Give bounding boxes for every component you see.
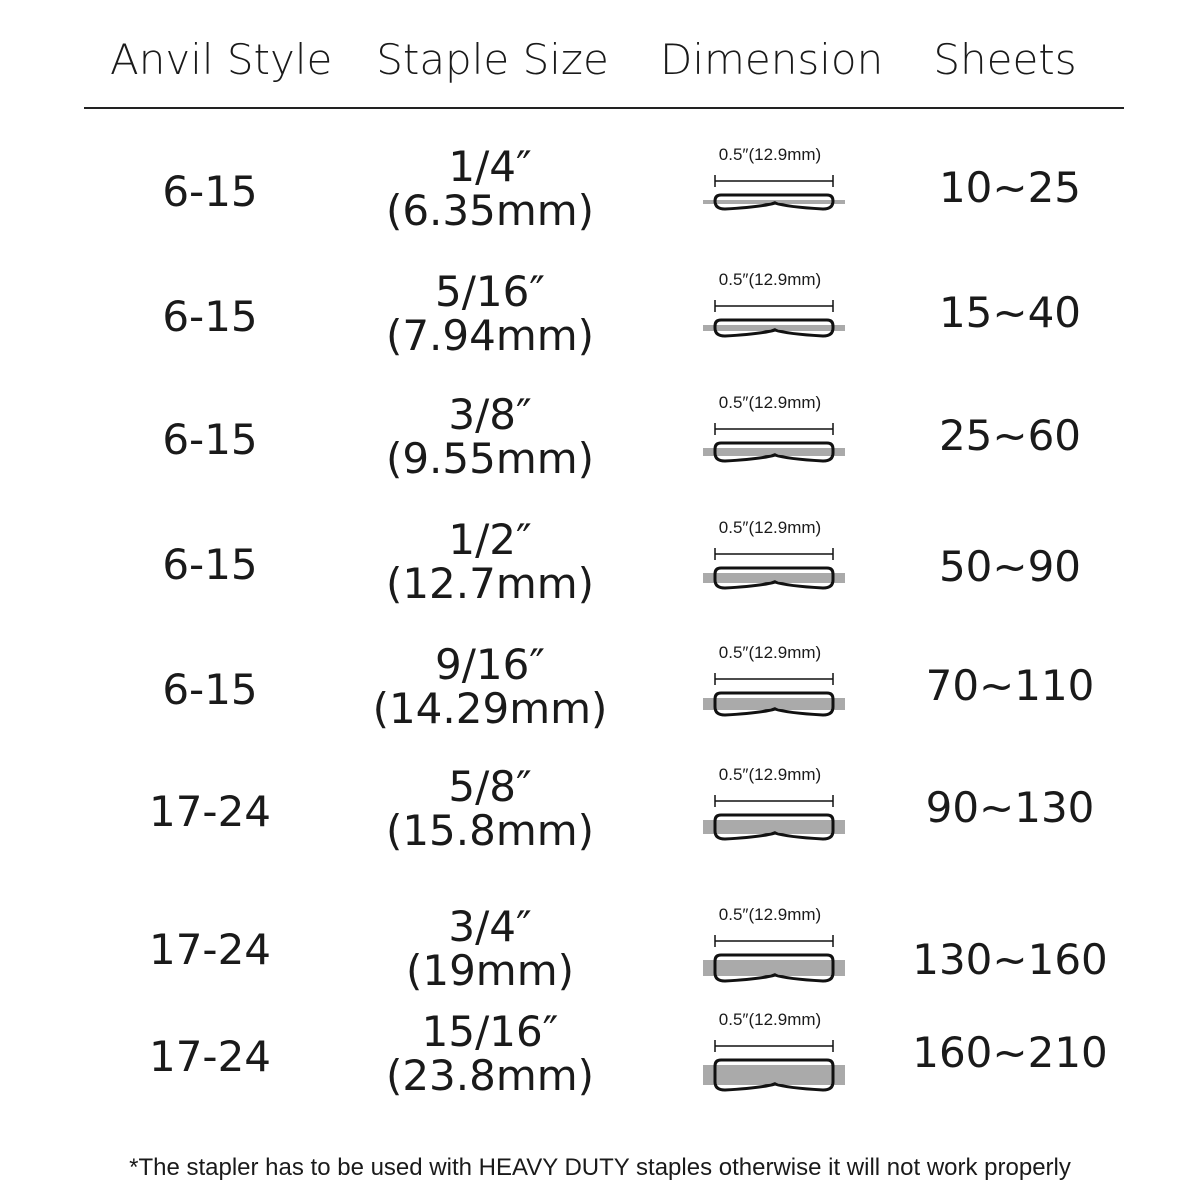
table-row [0,515,1200,638]
staple-size-mm: (14.29mm) [372,684,608,733]
staple-diagram-icon [695,288,855,368]
staple-size-value [370,1007,610,1100]
sheets-value: 90~130 [925,783,1095,832]
staple-diagram-icon [695,536,855,616]
anvil-style-value: 6-15 [162,167,258,216]
staple-size-value [370,390,610,483]
anvil-style-value: 17-24 [148,787,272,836]
table-row [0,762,1200,885]
table-row [0,640,1200,763]
footnote: *The stapler has to be used with HEAVY DUTY staples otherwise it will not work properly [129,1154,1071,1181]
dimension-diagram [695,905,855,1005]
dimension-diagram [695,643,855,743]
sheets-value: 25~60 [938,411,1082,460]
header-sheets: Sheets [933,35,1077,84]
header-dimension: Dimension [660,35,884,84]
dimension-label: 0.5″(12.9mm) [718,393,822,412]
staple-size-inches: 3/8″ [448,390,532,439]
dimension-label: 0.5″(12.9mm) [718,765,822,784]
sheets-value: 50~90 [938,542,1082,591]
header-staple-size: Staple Size [376,35,609,84]
staple-diagram-icon [695,923,855,1003]
dimension-label: 0.5″(12.9mm) [718,1010,822,1029]
dimension-label: 0.5″(12.9mm) [718,270,822,289]
sheets-value: 10~25 [938,163,1082,212]
staple-diagram-icon [695,411,855,491]
staple-size-mm: (15.8mm) [385,806,595,855]
sheets-value: 15~40 [938,288,1082,337]
dimension-diagram [695,393,855,493]
dimension-label: 0.5″(12.9mm) [718,905,822,924]
staple-size-value [370,902,610,995]
staple-size-mm: (19mm) [405,946,575,995]
dimension-diagram [695,270,855,370]
anvil-style-value: 6-15 [162,540,258,589]
staple-size-inches: 9/16″ [434,640,545,689]
staple-diagram-icon [695,661,855,741]
staple-size-mm: (12.7mm) [385,559,595,608]
dimension-label: 0.5″(12.9mm) [718,518,822,537]
table-row [0,902,1200,1025]
table-row [0,267,1200,390]
staple-size-value [370,762,610,855]
staple-size-inches: 1/4″ [448,142,532,191]
staple-diagram-icon [695,783,855,863]
staple-size-value [370,515,610,608]
staple-size-mm: (23.8mm) [385,1051,595,1100]
table-row [0,390,1200,513]
anvil-style-value: 6-15 [162,292,258,341]
staple-size-value [370,640,610,733]
dimension-diagram [695,518,855,618]
anvil-style-value: 17-24 [148,925,272,974]
anvil-style-value: 17-24 [148,1032,272,1081]
table-row [0,1007,1200,1130]
header-anvil-style: Anvil Style [110,35,333,84]
dimension-diagram [695,145,855,245]
table-row [0,142,1200,265]
staple-size-mm: (9.55mm) [385,434,595,483]
staple-size-value [370,267,610,360]
staple-size-inches: 5/8″ [448,762,532,811]
anvil-style-value: 6-15 [162,665,258,714]
dimension-label: 0.5″(12.9mm) [718,643,822,662]
staple-size-value [370,142,610,235]
sheets-value: 70~110 [925,661,1095,710]
sheets-value: 130~160 [912,935,1108,984]
staple-diagram-icon [695,163,855,243]
sheets-value: 160~210 [912,1028,1108,1077]
staple-size-inches: 3/4″ [448,902,532,951]
anvil-style-value: 6-15 [162,415,258,464]
dimension-diagram [695,1010,855,1110]
staple-size-mm: (6.35mm) [385,186,595,235]
staple-size-inches: 15/16″ [421,1007,559,1056]
dimension-label: 0.5″(12.9mm) [718,145,822,164]
dimension-diagram [695,765,855,865]
staple-size-inches: 5/16″ [434,267,545,316]
staple-size-mm: (7.94mm) [385,311,595,360]
staple-size-inches: 1/2″ [448,515,532,564]
staple-diagram-icon [695,1028,855,1108]
